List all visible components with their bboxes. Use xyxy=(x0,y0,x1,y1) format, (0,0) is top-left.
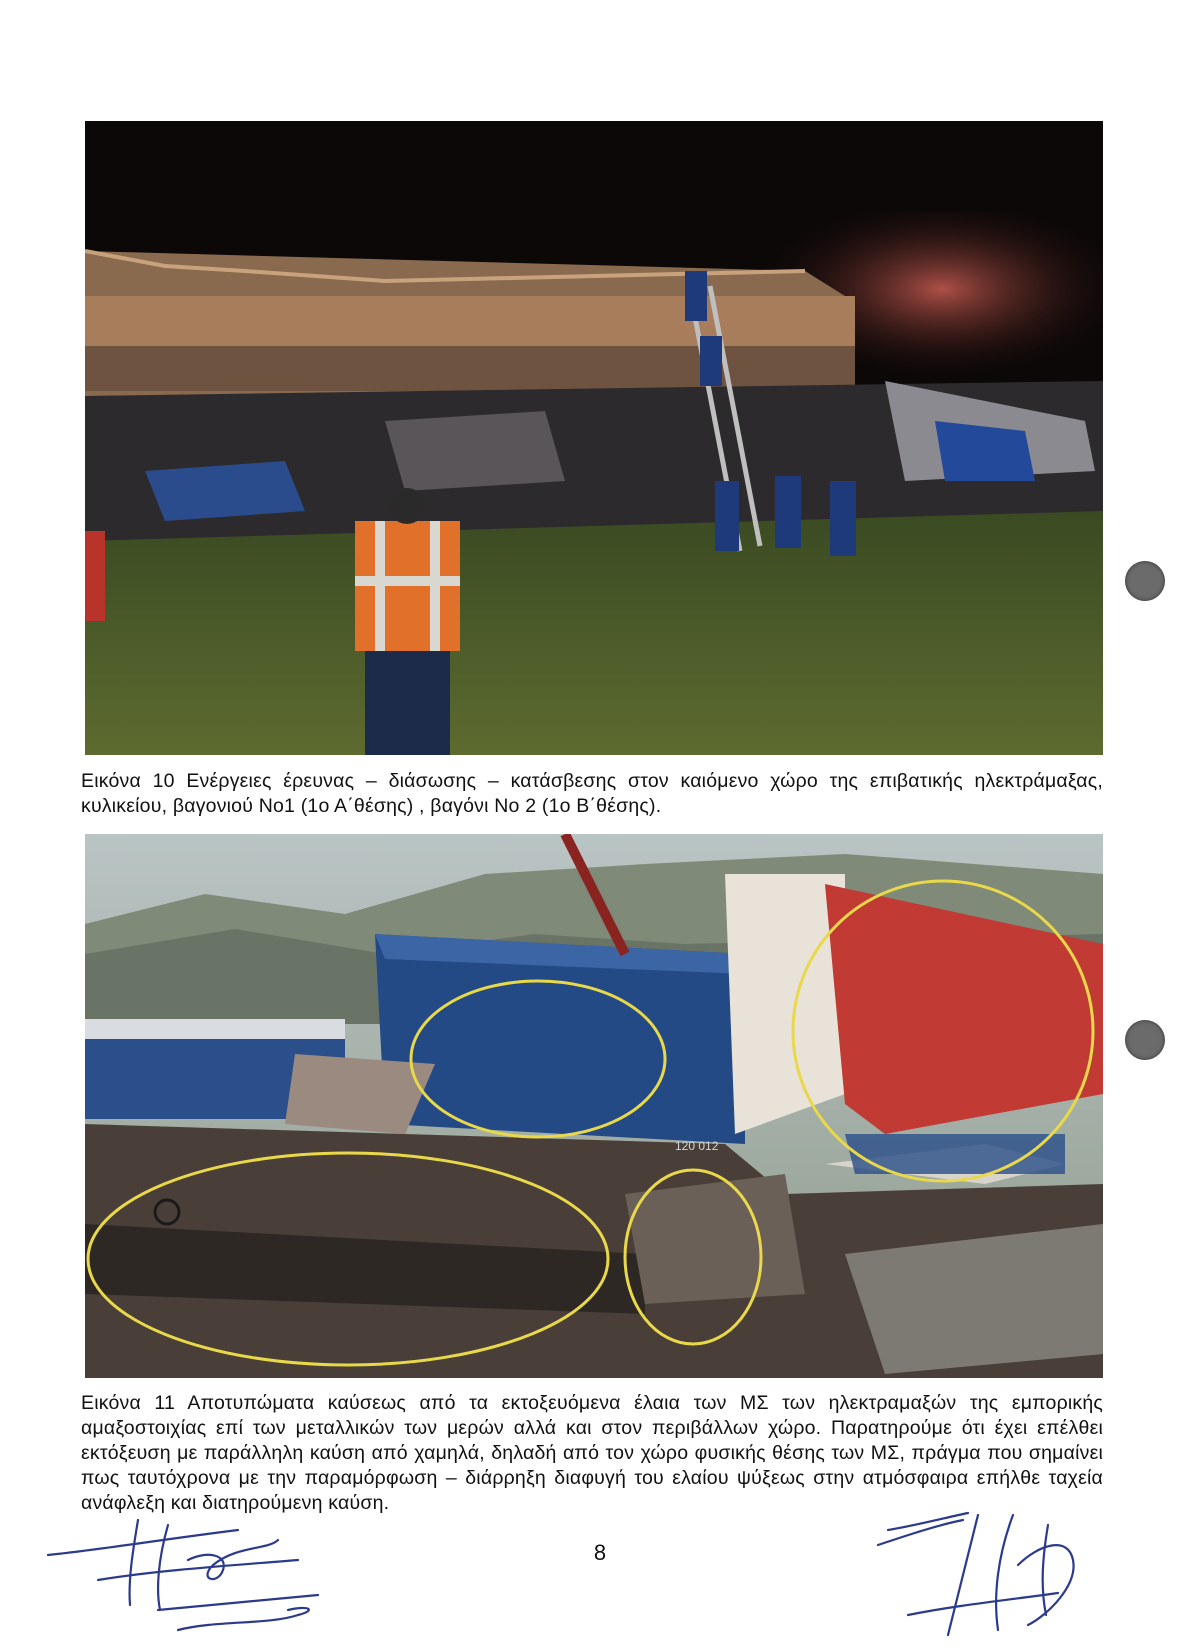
punch-hole-icon xyxy=(1125,1020,1165,1060)
signature-icon xyxy=(38,1510,368,1640)
signature-icon xyxy=(868,1505,1118,1645)
figure-10-caption: Εικόνα 10 Ενέργειες έρευνας – διάσωσης – κατάσβεσης στον καιόμενο χώρο της επιβατικής ηλεκτράμαξας, κυλικείου, βαγονιού Νο1 (1ο Α΄θέσης) , βαγόνι Νο 2 (1ο Β΄θέσης). xyxy=(81,770,1103,817)
punch-hole-icon xyxy=(1125,561,1165,601)
figure-11-caption: Εικόνα 11 Αποτυπώματα καύσεως από τα εκτοξευόμενα έλαια των ΜΣ των ηλεκτραμαξών της εμπορικής αμαξοστοιχίας επί των μεταλλικών των μερών αλλά και στον περιβάλλων χώρο. Παρατηρούμε ότι έχει επέλθει εκτόξευση με παράλληλη καύση από χαμηλά, δηλαδή από τον χώρο φυσικής θέσης των ΜΣ, πράγμα που σημαίνει πως ταυτόχρονα με την παραμόρφωση – διάρρηξη διαφυγή του ελαίου ψύξεως στην ατμόσφαιρα επήλθε ταχεία ανάφλεξη και διατηρούμενη καύση. xyxy=(81,1392,1103,1514)
photo-burn-marks xyxy=(85,834,1103,1378)
page-number: 8 xyxy=(593,1540,607,1565)
locomotive-number: 120 012 xyxy=(675,1139,719,1153)
photo-rescue-operations xyxy=(85,121,1103,755)
